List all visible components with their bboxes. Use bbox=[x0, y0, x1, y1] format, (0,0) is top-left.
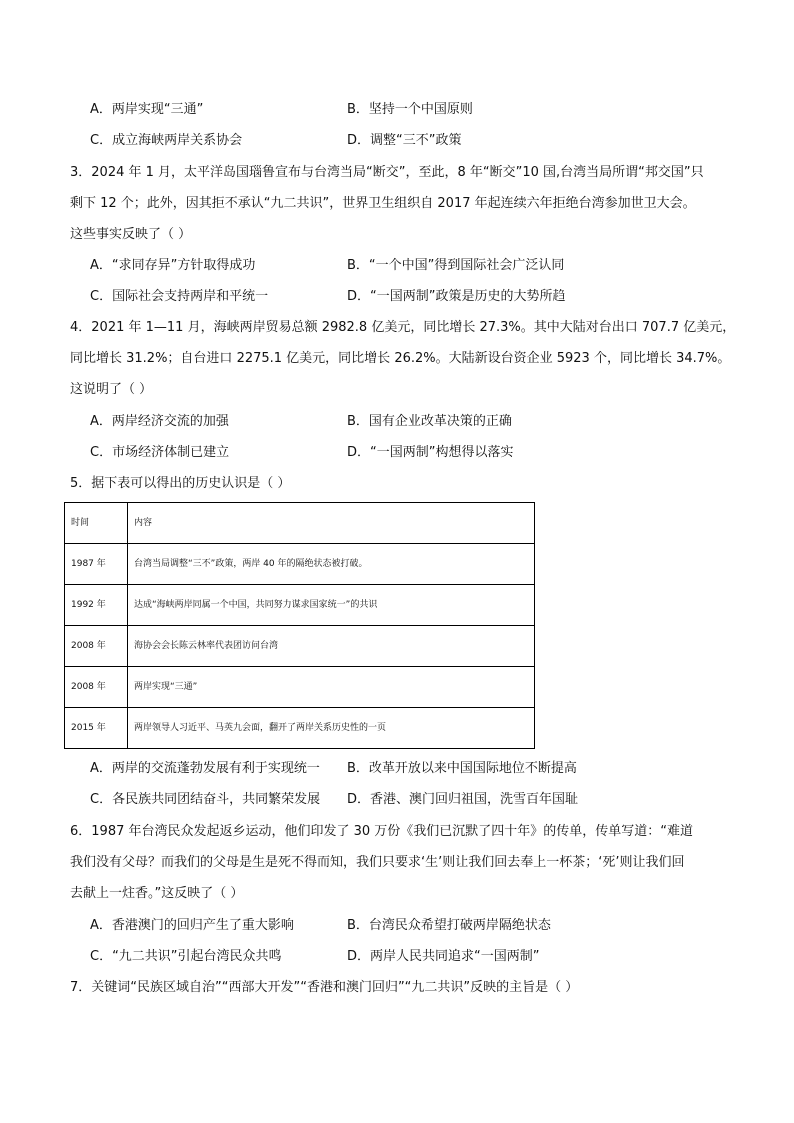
table-cell-year: 2008 年 bbox=[65, 626, 128, 667]
q3-option-c: C．国际社会支持两岸和平统一 bbox=[90, 289, 269, 304]
q6-stem-line3: 去献上一炷香。”这反映了（ ） bbox=[70, 886, 244, 901]
q4-stem-line2: 同比增长 31.2%；自台进口 2275.1 亿美元，同比增长 26.2%。大陆新设台资企业 5923 个，同比增长 34.7%。 bbox=[70, 351, 731, 366]
q7-stem-line1: 7．关键词“民族区域自治”“西部大开发”“香港和澳门回归”“九二共识”反映的主旨是（ ） bbox=[70, 980, 579, 995]
q4-option-a: A．两岸经济交流的加强 bbox=[90, 414, 229, 429]
q3-option-b: B．“一个中国”得到国际社会广泛认同 bbox=[347, 258, 565, 273]
table-row bbox=[65, 708, 535, 749]
q3-option-a: A．“求同存异”方针取得成功 bbox=[90, 258, 256, 273]
q4-option-d: D．“一国两制”构想得以落实 bbox=[347, 445, 514, 460]
q4-stem-line1: 4．2021 年 1—11 月，海峡两岸贸易总额 2982.8 亿美元，同比增长 27.3%。其中大陆对台出口 707.7 亿美元， bbox=[70, 320, 736, 335]
q6-option-b: B．台湾民众希望打破两岸隔绝状态 bbox=[347, 918, 551, 933]
q6-option-a: A．香港澳门的回归产生了重大影响 bbox=[90, 918, 294, 933]
q5-option-c: C．各民族共同团结奋斗，共同繁荣发展 bbox=[90, 792, 321, 807]
q6-stem-line1: 6．1987 年台湾民众发起返乡运动，他们印发了 30 万份《我们已沉默了四十年》的传单，传单写道：“难道 bbox=[70, 824, 694, 839]
q5-stem: 5．据下表可以得出的历史认识是（ ） bbox=[70, 476, 291, 491]
table-cell-year: 1987 年 bbox=[65, 544, 128, 585]
table-cell-content: 两岸实现“三通” bbox=[128, 667, 535, 708]
table-cell-content: 两岸领导人习近平、马英九会面，翻开了两岸关系历史性的一页 bbox=[128, 708, 535, 749]
q6-stem-line2: 我们没有父母？而我们的父母是生是死不得而知，我们只要求‘生’则让我们回去奉上一杯茶；‘死’则让我们回 bbox=[70, 855, 685, 870]
table-row bbox=[65, 626, 535, 667]
history-table bbox=[64, 502, 535, 749]
q5-option-b: B．改革开放以来中国国际地位不断提高 bbox=[347, 761, 577, 776]
q5-option-d: D．香港、澳门回归祖国，洗雪百年国耻 bbox=[347, 792, 579, 807]
table-header-row bbox=[65, 503, 535, 544]
table-header-content: 内容 bbox=[128, 503, 535, 544]
q3-option-d: D．“一国两制”政策是历史的大势所趋 bbox=[347, 289, 566, 304]
q2-option-d: D．调整“三不”政策 bbox=[347, 133, 462, 148]
q2-option-a: A．两岸实现“三通” bbox=[90, 102, 204, 117]
q6-option-c: C．“九二共识”引起台湾民众共鸣 bbox=[90, 949, 282, 964]
q3-stem-line2: 剩下 12 个；此外，因其拒不承认“九二共识”，世界卫生组织自 2017 年起连续六年拒绝台湾参加世卫大会。 bbox=[70, 196, 696, 211]
table-cell-content: 台湾当局调整“三不”政策，两岸 40 年的隔绝状态被打破。 bbox=[128, 544, 535, 585]
q2-option-b: B．坚持一个中国原则 bbox=[347, 102, 473, 117]
q4-stem-line3: 这说明了（ ） bbox=[70, 382, 153, 397]
table-cell-year: 1992 年 bbox=[65, 585, 128, 626]
table-cell-content: 达成“海峡两岸同属一个中国，共同努力谋求国家统一”的共识 bbox=[128, 585, 535, 626]
q3-stem-line3: 这些事实反映了（ ） bbox=[70, 227, 192, 242]
table-header-time: 时间 bbox=[65, 503, 128, 544]
q3-stem-line1: 3．2024 年 1 月，太平洋岛国瑙鲁宣布与台湾当局“断交”，至此，8 年“断交”10 国,台湾当局所谓“邦交国”只 bbox=[70, 165, 704, 180]
q4-option-c: C．市场经济体制已建立 bbox=[90, 445, 230, 460]
table-cell-content: 海协会会长陈云林率代表团访问台湾 bbox=[128, 626, 535, 667]
q6-option-d: D．两岸人民共同追求“一国两制” bbox=[347, 949, 540, 964]
table-row bbox=[65, 667, 535, 708]
table-cell-year: 2015 年 bbox=[65, 708, 128, 749]
table-cell-year: 2008 年 bbox=[65, 667, 128, 708]
table-row bbox=[65, 585, 535, 626]
q5-option-a: A．两岸的交流蓬勃发展有利于实现统一 bbox=[90, 761, 320, 776]
q2-option-c: C．成立海峡两岸关系协会 bbox=[90, 133, 243, 148]
q4-option-b: B．国有企业改革决策的正确 bbox=[347, 414, 512, 429]
table-row bbox=[65, 544, 535, 585]
